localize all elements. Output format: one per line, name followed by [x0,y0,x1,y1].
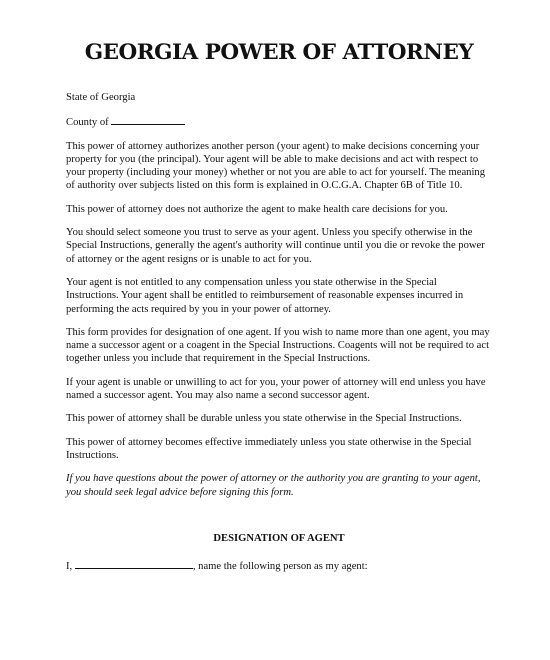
document-title: GEORGIA POWER OF ATTORNEY [84,40,474,65]
designation-line [66,558,492,573]
paragraph-effective: This power of attorney becomes effective immediately unless you state otherwise in the Special Instructions. [66,436,472,461]
paragraph-legal-advice: If you have questions about the power of attorney or the authority you are granting to your agent, you should seek legal advice before signing this form. [66,473,481,498]
paragraph-successor: If your agent is unable or unwilling to act for you, your power of attorney will end unless you have named a successor agent. You may also name a second successor agent. [66,376,486,402]
state-line: State of Georgia [66,92,136,103]
paragraph-select-agent: You should select someone you trust to serve as your agent. Unless you specify otherwise in the Special Instructions, generally the agent's authority will continue until you die or revoke the power of attorney or the agent resigns or is unable to act for you. [66,227,485,265]
principal-name-blank-field[interactable] [75,558,193,569]
county-line [66,114,492,129]
designation-prefix: I, [66,560,73,572]
paragraph-authorization: This power of attorney authorizes another person (your agent) to make decisions concerning your property for you (the principal). Your agent will be able to make decisions and act with respect to your property (including your money) whether or not you are able to act for yourself. The meaning of authority over subjects listed on this form is explained in O.C.G.A. Chapter 6B of Title 10. [66,140,486,192]
paragraph-designation: This form provides for designation of one agent. If you wish to name more than one agent, you may name a successor agent or a coagent in the Special Instructions. Coagents will not be required to act together unless you include that requirement in the Special Instructions. [66,326,490,365]
designation-suffix: , name the following person as my agent: [192,560,368,572]
section-heading-designation: DESIGNATION OF AGENT [213,532,345,544]
paragraph-durable: This power of attorney shall be durable unless you state otherwise in the Special Instructions. [66,413,462,425]
county-label: County of [66,117,109,129]
paragraph-compensation: Your agent is not entitled to any compensation unless you state otherwise in the Special Instructions. Your agent shall be entitled to reimbursement of reasonable expenses incurred in performing the acts required by you in your power of attorney. [66,276,464,315]
county-blank-field[interactable] [111,114,185,125]
paragraph-health-care: This power of attorney does not authorize the agent to make health care decisions for you. [66,203,448,215]
